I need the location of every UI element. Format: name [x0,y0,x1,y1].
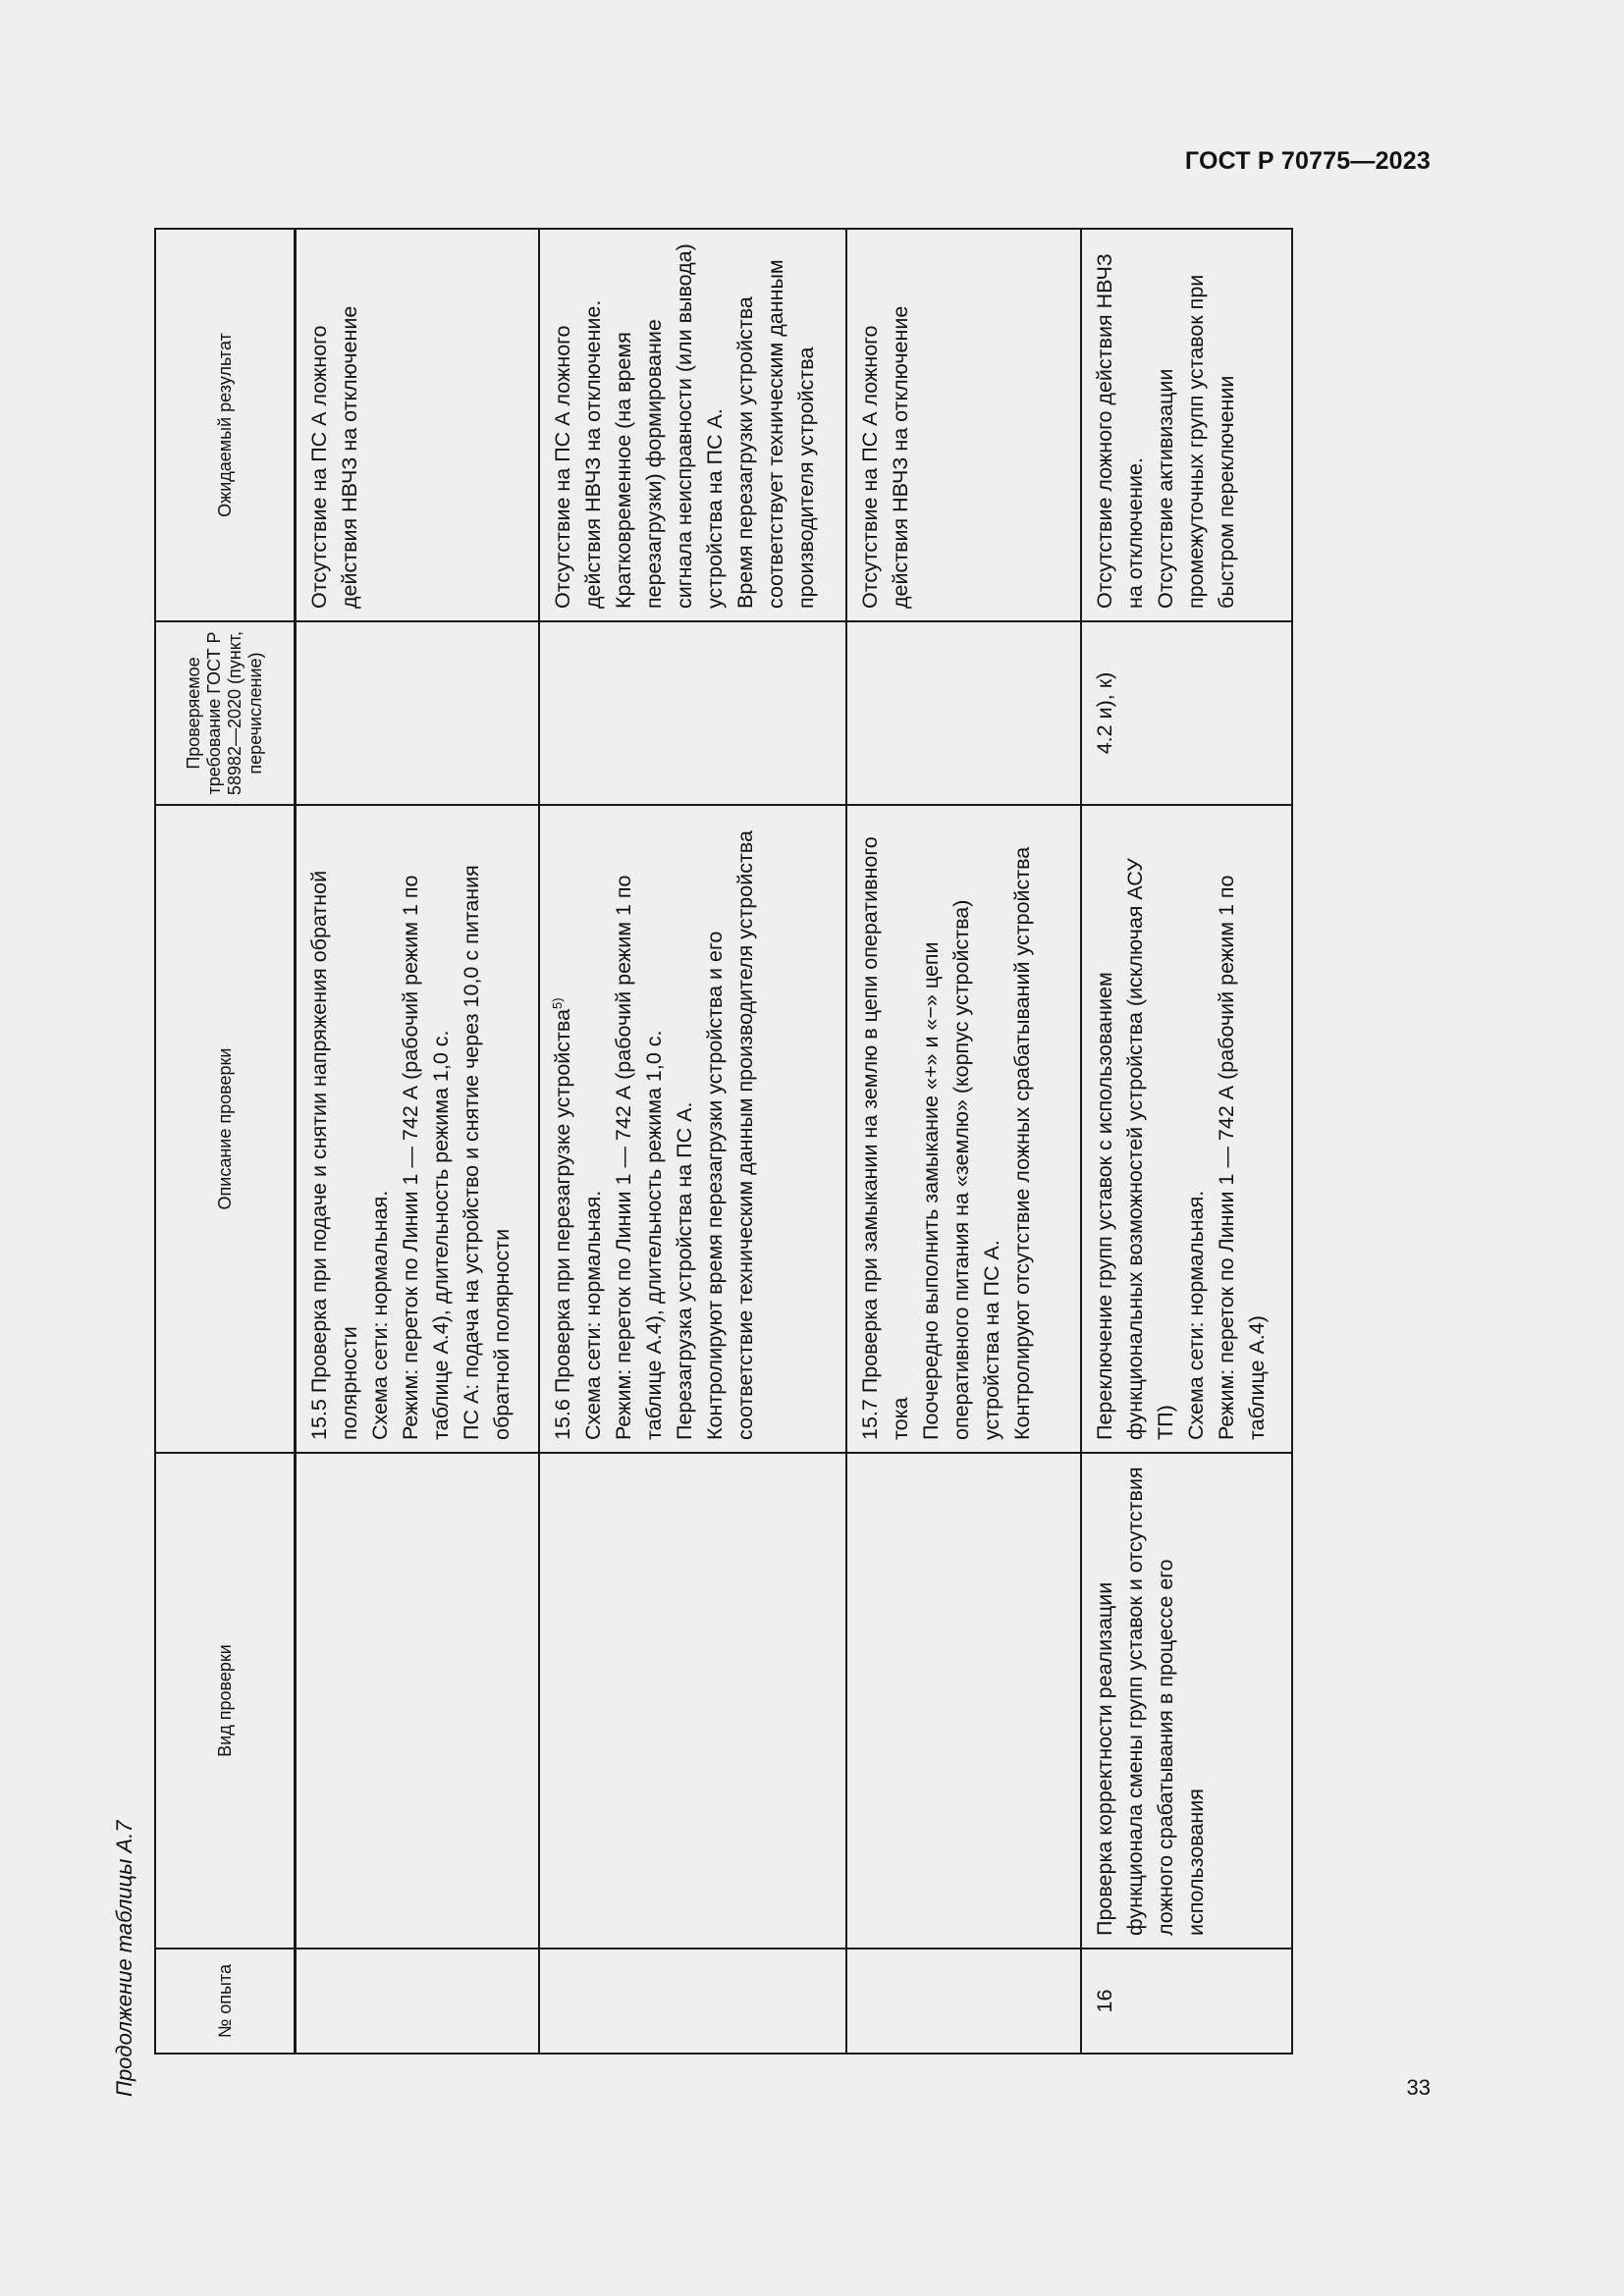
desc-line: Перезагрузка устройства на ПС А. [672,1101,696,1440]
cell-result: Отсутствие на ПС А ложного действия НВЧЗ на отключение [296,229,539,621]
table-row [296,229,539,2054]
table-row [539,229,846,2054]
table-row [1081,229,1292,2054]
cell-description [1081,805,1292,1453]
test-table [154,228,1293,2055]
cell-result [1081,229,1292,621]
desc-title: 15.6 Проверка при перезагрузке устройства$^{5)}$ [549,997,574,1440]
header-experiment-number: № опыта [155,1949,296,2054]
result-line: Отсутствие на ПС А ложного действия НВЧЗ на отключение. [550,299,605,609]
cell-requirement: 4.2 и), к) [1081,621,1292,805]
cell-number [539,1949,846,2054]
result-line: Время перезагрузки устройства соответствует техническим данным производителя устройства [732,259,818,609]
result-line: Отсутствие активизации промежуточных групп уставок при быстром переключении [1153,274,1238,609]
footnote-ref: 5) [549,997,565,1009]
cell-number [846,1949,1080,2054]
desc-line: Контролируют время перезагрузки устройства и его соответствие техническим данным производителя устройства [702,830,757,1440]
result-line: Кратковременное (на время перезагрузки) формирование сигнала неисправности (или вывода) устройства на ПС А. [611,243,727,609]
header-expected-result: Ожидаемый результат [155,229,296,621]
desc-line: Режим: переток по Линии 1 — 742 А (рабочий режим 1 по таблице А.4) [1214,875,1269,1440]
header-check-description: Описание проверки [155,805,296,1453]
cell-kind [296,1453,539,1949]
cell-number [296,1949,539,2054]
desc-line: 15.5 Проверка при подаче и снятии напряжения обратной полярности [307,870,361,1440]
cell-description [296,805,539,1453]
header-check-kind: Вид проверки [155,1453,296,1949]
rotated-page-content [111,230,1304,2097]
table-row [846,229,1080,2054]
cell-result: Отсутствие на ПС А ложного действия НВЧЗ на отключение [846,229,1080,621]
cell-number: 16 [1081,1949,1292,2054]
cell-kind: Проверка корректности реализации функционала смены групп уставок и отсутствия ложного срабатывания в процессе его использования [1081,1453,1292,1949]
document-header: ГОСТ Р 70775—2023 [1184,147,1431,175]
cell-requirement [846,621,1080,805]
cell-result [539,229,846,621]
desc-line: Схема сети: нормальная. [368,1190,392,1440]
page-number: 33 [1406,2075,1431,2100]
cell-description [539,805,846,1453]
cell-kind [846,1453,1080,1949]
desc-line: Контролируют отсутствие ложных срабатываний устройства [1010,846,1035,1440]
table-header-row [155,229,296,2054]
desc-line: Схема сети: нормальная. [1183,1190,1208,1440]
desc-line: Схема сети: нормальная. [580,1190,605,1440]
desc-line: Переключение групп уставок с использованием функциональных возможностей устройства (исключая АСУ ТП) [1092,858,1177,1440]
cell-description [846,805,1080,1453]
result-line: Отсутствие ложного действия НВЧЗ на отключение. [1092,253,1147,609]
cell-requirement [539,621,846,805]
table-caption: Продолжение таблицы А.7 [112,1820,136,2097]
desc-line: Режим: переток по Линии 1 — 742 А (рабочий режим 1 по таблице А.4), длительность режима 1,0 с. [399,875,453,1440]
desc-line: ПС А: подача на устройство и снятие через 10,0 с питания обратной полярности [460,865,514,1440]
cell-requirement [296,621,539,805]
desc-line: Поочередно выполнить замыкание «+» и «−» цепи оперативного питания на «землю» (корпус устройства) устройства на ПС А. [919,899,1004,1440]
cell-kind [539,1453,846,1949]
header-requirement: Проверяемое требование ГОСТ Р 58982—2020 (пункт, перечисление) [155,621,296,805]
desc-line: 15.7 Проверка при замыкании на землю в цепи оперативного тока [858,836,913,1440]
desc-line: Режим: переток по Линии 1 — 742 А (рабочий режим 1 по таблице А.4), длительность режима 1,0 с. [611,875,666,1440]
